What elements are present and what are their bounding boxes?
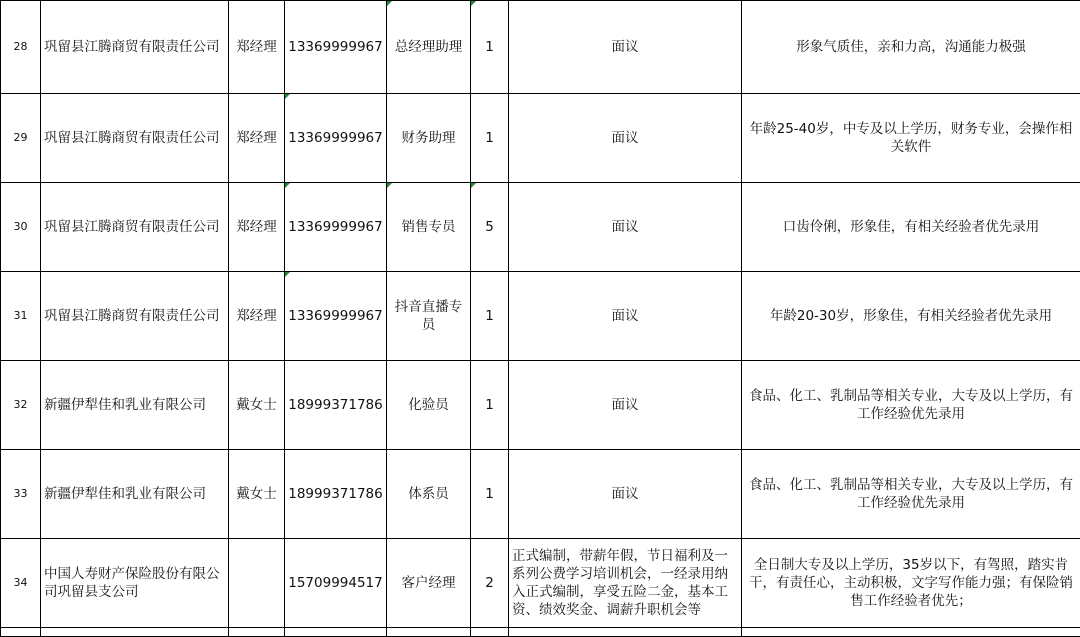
cell-marker-icon (285, 94, 290, 99)
company-name: 巩留县江腾商贸有限责任公司 (41, 272, 229, 361)
empty-cell (41, 628, 229, 637)
table-row (1, 361, 1080, 450)
job-position: 抖音直播专员 (387, 272, 471, 361)
table-row (1, 1, 1080, 94)
table-row (1, 450, 1080, 539)
contact-person (229, 539, 285, 628)
table-row (1, 272, 1080, 361)
company-name: 新疆伊犁佳和乳业有限公司 (41, 361, 229, 450)
job-position (387, 183, 471, 272)
salary-benefits (509, 539, 742, 628)
job-requirements: 食品、化工、乳制品等相关专业，大专及以上学历，有工作经验优先录用 (742, 361, 1080, 450)
table-row (1, 94, 1080, 183)
row-number: 28 (1, 1, 41, 94)
job-requirements: 食品、化工、乳制品等相关专业，大专及以上学历，有工作经验优先录用 (742, 450, 1080, 539)
job-requirements: 口齿伶俐，形象佳，有相关经验者优先录用 (742, 183, 1080, 272)
cell-marker-icon (387, 183, 392, 188)
row-number: 29 (1, 94, 41, 183)
job-requirements: 全日制大专及以上学历，35岁以下，有驾照，踏实肯干，有责任心，主动积极，文字写作能力强；有保险销售工作经验者优先； (742, 539, 1080, 628)
company-name: 巩留县江腾商贸有限责任公司 (41, 94, 229, 183)
empty-cell (509, 628, 742, 637)
job-position: 财务助理 (387, 94, 471, 183)
headcount (471, 183, 509, 272)
salary-benefits: 面议 (509, 450, 742, 539)
headcount: 1 (471, 272, 509, 361)
empty-cell (1, 628, 41, 637)
job-position-label: 总经理助理 (395, 39, 463, 55)
contact-person: 郑经理 (229, 94, 285, 183)
empty-cell (742, 628, 1080, 637)
contact-person: 郑经理 (229, 183, 285, 272)
phone-number: 18999371786 (285, 450, 387, 539)
cell-marker-icon (387, 1, 392, 6)
headcount-value: 1 (485, 39, 494, 55)
job-position: 体系员 (387, 450, 471, 539)
cell-marker-icon (285, 183, 290, 188)
company-name: 巩留县江腾商贸有限责任公司 (41, 183, 229, 272)
contact-person: 郑经理 (229, 272, 285, 361)
row-number: 33 (1, 450, 41, 539)
headcount: 1 (471, 450, 509, 539)
job-position: 客户经理 (387, 539, 471, 628)
salary-benefits: 面议 (509, 1, 742, 94)
phone-number: 18999371786 (285, 361, 387, 450)
empty-cell (285, 628, 387, 637)
phone-number-value: 13369999967 (288, 130, 382, 146)
phone-number-value: 13369999967 (288, 219, 382, 235)
salary-benefits: 面议 (509, 94, 742, 183)
phone-number: 15709994517 (285, 539, 387, 628)
salary-benefits: 面议 (509, 183, 742, 272)
contact-person: 戴女士 (229, 361, 285, 450)
job-position-label: 销售专员 (402, 219, 456, 235)
job-position: 化验员 (387, 361, 471, 450)
job-position (387, 1, 471, 94)
phone-number (285, 272, 387, 361)
phone-number (285, 183, 387, 272)
cell-marker-icon (471, 183, 476, 188)
salary-benefits: 面议 (509, 272, 742, 361)
cell-marker-icon (471, 1, 476, 6)
empty-cell (387, 628, 471, 637)
row-number: 31 (1, 272, 41, 361)
phone-number (285, 94, 387, 183)
cell-marker-icon (285, 272, 290, 277)
salary-benefits: 面议 (509, 361, 742, 450)
job-requirements: 形象气质佳，亲和力高，沟通能力极强 (742, 1, 1080, 94)
headcount (471, 1, 509, 94)
row-number: 34 (1, 539, 41, 628)
phone-number: 13369999967 (285, 1, 387, 94)
company-name: 新疆伊犁佳和乳业有限公司 (41, 450, 229, 539)
job-requirements: 年龄25-40岁，中专及以上学历，财务专业，会操作相关软件 (742, 94, 1080, 183)
table-row-partial (1, 628, 1080, 637)
contact-person: 戴女士 (229, 450, 285, 539)
row-number: 30 (1, 183, 41, 272)
empty-cell (229, 628, 285, 637)
headcount: 1 (471, 94, 509, 183)
salary-benefits-text: 正式编制，带薪年假，节日福利及一系列公费学习培训机会，一经录用纳入正式编制，享受五险二金，基本工资、绩效奖金、调薪升职机会等 (512, 547, 738, 619)
company-name: 巩留县江腾商贸有限责任公司 (41, 1, 229, 94)
table-row (1, 539, 1080, 628)
company-name: 中国人寿财产保险股份有限公司巩留县支公司 (41, 539, 229, 628)
contact-person: 郑经理 (229, 1, 285, 94)
row-number: 32 (1, 361, 41, 450)
headcount-value: 5 (485, 219, 494, 235)
job-requirements: 年龄20-30岁，形象佳，有相关经验者优先录用 (742, 272, 1080, 361)
empty-cell (471, 628, 509, 637)
headcount: 2 (471, 539, 509, 628)
headcount: 1 (471, 361, 509, 450)
phone-number-value: 13369999967 (288, 308, 382, 324)
table-row (1, 183, 1080, 272)
